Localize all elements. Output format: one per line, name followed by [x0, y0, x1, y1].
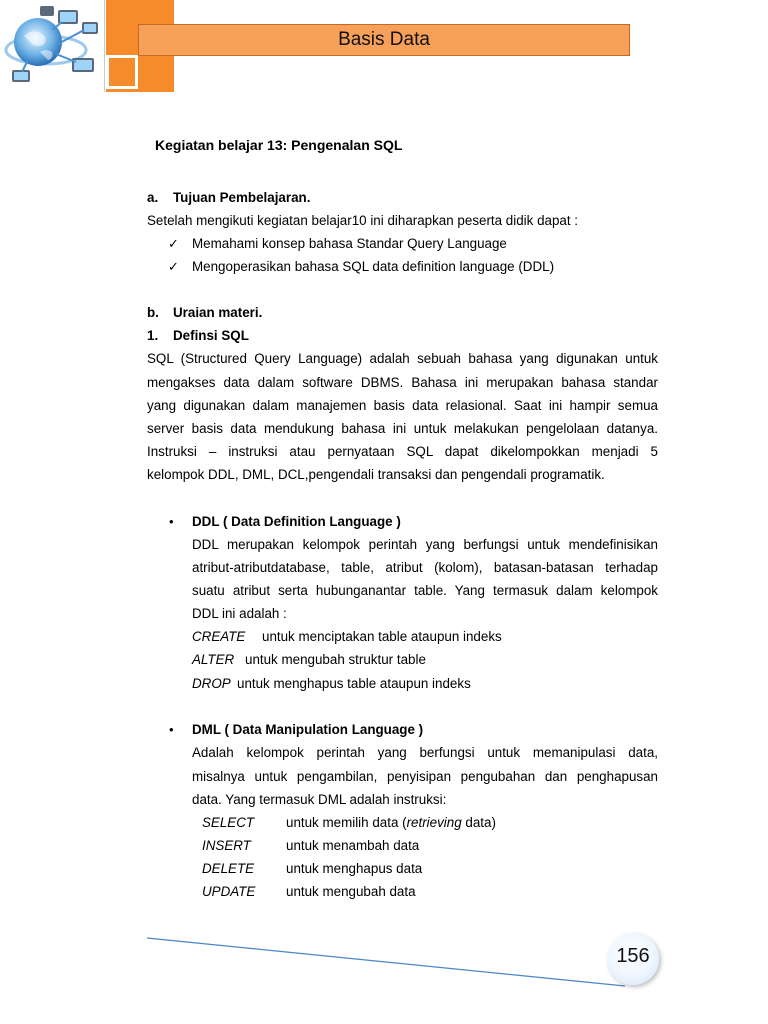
- bullet-icon: •: [169, 514, 174, 529]
- page-heading: Kegiatan belajar 13: Pengenalan SQL: [155, 137, 403, 153]
- section-a-marker: a.: [147, 190, 159, 205]
- paragraph-line: SQL (Structured Query Language) adalah sebuah bahasa yang digunakan untuk: [147, 351, 658, 366]
- section-a-title: Tujuan Pembelajaran.: [173, 190, 311, 205]
- subsection-marker: 1.: [147, 328, 159, 343]
- goal-item: Memahami konsep bahasa Standar Query Language: [192, 236, 507, 251]
- ddl-line: atribut-atributdatabase, table, atribut (kolom), batasan-batasan terhadap: [192, 560, 658, 575]
- dml-command: DELETE: [202, 861, 255, 876]
- dml-command-desc: untuk menambah data: [286, 838, 420, 853]
- dml-command-desc: untuk menghapus data: [286, 861, 423, 876]
- dml-command-desc: untuk memilih data (retrieving data): [286, 815, 496, 830]
- dml-line: Adalah kelompok perintah yang berfungsi untuk memanipulasi data,: [192, 745, 658, 760]
- ddl-command: ALTER: [192, 652, 235, 667]
- section-b-marker: b.: [147, 305, 159, 320]
- goal-item: Mengoperasikan bahasa SQL data definition language (DDL): [192, 259, 555, 274]
- header-title: Basis Data: [138, 24, 630, 56]
- paragraph-line: yang digunakan dalam manajemen basis data relasional. Saat ini hampir semua: [147, 398, 658, 413]
- ddl-line: suatu atribut serta hubunganantar table. Yang termasuk dalam kelompok: [192, 583, 658, 598]
- ddl-line: DDL merupakan kelompok perintah yang berfungsi untuk mendefinisikan: [192, 537, 658, 552]
- dml-line: misalnya untuk pengambilan, penyisipan pengubahan dan penghapusan: [192, 769, 658, 784]
- ddl-line: DDL ini adalah :: [192, 606, 287, 621]
- ddl-command-desc: untuk menciptakan table ataupun indeks: [262, 629, 502, 644]
- ddl-command-desc: untuk mengubah struktur table: [245, 652, 426, 667]
- ddl-title: DDL ( Data Definition Language ): [192, 514, 401, 529]
- paragraph-line: Instruksi – instruksi atau pernyataan SQL dapat dikelompokkan menjadi 5: [147, 444, 658, 459]
- dml-line: data. Yang termasuk DML adalah instruksi:: [192, 792, 447, 807]
- dml-command: SELECT: [202, 815, 255, 830]
- paragraph-line: kelompok DDL, DML, DCL,pengendali transaksi dan pengendali programatik.: [147, 467, 605, 482]
- section-b-title: Uraian materi.: [173, 305, 263, 320]
- ddl-command-desc: untuk menghapus table ataupun indeks: [237, 676, 471, 691]
- dml-command: UPDATE: [202, 884, 256, 899]
- checkmark-icon: ✓: [168, 259, 179, 274]
- paragraph-line: mengakses data dalam software DBMS. Bahasa ini merupakan bahasa standar: [147, 375, 658, 390]
- section-a-intro: Setelah mengikuti kegiatan belajar10 ini diharapkan peserta didik dapat :: [147, 213, 579, 228]
- ddl-command: CREATE: [192, 629, 246, 644]
- paragraph-line: server basis data mendukung bahasa ini untuk melakukan pengelolaan datanya.: [147, 421, 658, 436]
- bullet-icon: •: [169, 722, 174, 737]
- subsection-title: Definsi SQL: [173, 328, 249, 343]
- dml-title: DML ( Data Manipulation Language ): [192, 722, 424, 737]
- page-number: 156: [607, 933, 659, 985]
- checkmark-icon: ✓: [168, 236, 179, 251]
- dml-command: INSERT: [202, 838, 251, 853]
- ddl-command: DROP: [192, 676, 231, 691]
- dml-command-desc: untuk mengubah data: [286, 884, 416, 899]
